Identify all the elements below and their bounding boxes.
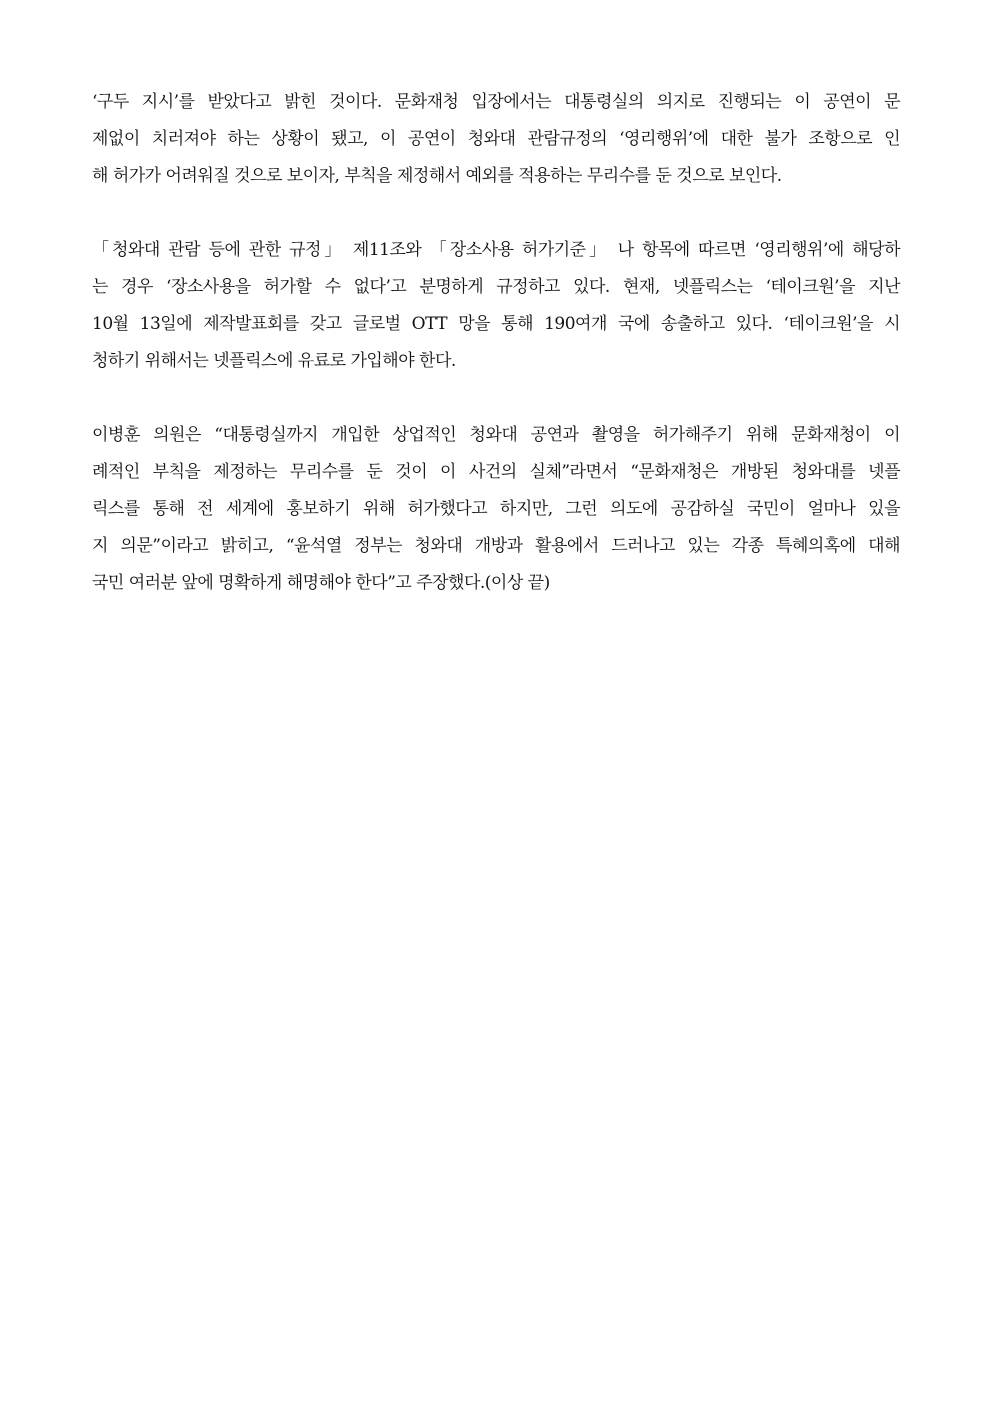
text-line: 지 의문”이라고 밝히고, “윤석열 정부는 청와대 개방과 활용에서 드러나고 있는 각종 특혜의혹에 대해 <box>92 536 900 556</box>
text-line: 10월 13일에 제작발표회를 갖고 글로벌 OTT 망을 통해 190여개 국에 송출하고 있다. ‘테이크원’을 시 <box>92 314 900 334</box>
document-body <box>92 84 900 639</box>
text-line: 해 허가가 어려워질 것으로 보이자, 부칙을 제정해서 예외를 적용하는 무리수를 둔 것으로 보인다. <box>92 166 782 186</box>
text-line: 제없이 치러져야 하는 상황이 됐고, 이 공연이 청와대 관람규정의 ‘영리행위’에 대한 불가 조항으로 인 <box>92 129 900 149</box>
text-line: 「청와대 관람 등에 관한 규정」 제11조와 「장소사용 허가기준」 나 항목에 따르면 ‘영리행위’에 해당하 <box>92 240 900 260</box>
text-line: 릭스를 통해 전 세계에 홍보하기 위해 허가했다고 하지만, 그런 의도에 공감하실 국민이 얼마나 있을 <box>92 499 900 519</box>
paragraph-2 <box>92 232 900 380</box>
text-line: 국민 여러분 앞에 명확하게 해명해야 한다”고 주장했다.(이상 끝) <box>92 573 550 593</box>
paragraph-3 <box>92 417 900 602</box>
text-line: 례적인 부칙을 제정하는 무리수를 둔 것이 이 사건의 실체”라면서 “문화재청은 개방된 청와대를 넷플 <box>92 462 900 482</box>
paragraph-1 <box>92 84 900 195</box>
text-line: ‘구두 지시’를 받았다고 밝힌 것이다. 문화재청 입장에서는 대통령실의 의지로 진행되는 이 공연이 문 <box>92 92 900 112</box>
text-line: 이병훈 의원은 “대통령실까지 개입한 상업적인 청와대 공연과 촬영을 허가해주기 위해 문화재청이 이 <box>92 425 900 445</box>
text-line: 는 경우 ‘장소사용을 허가할 수 없다’고 분명하게 규정하고 있다. 현재, 넷플릭스는 ‘테이크원’을 지난 <box>92 277 900 297</box>
text-line: 청하기 위해서는 넷플릭스에 유료로 가입해야 한다. <box>92 351 456 371</box>
